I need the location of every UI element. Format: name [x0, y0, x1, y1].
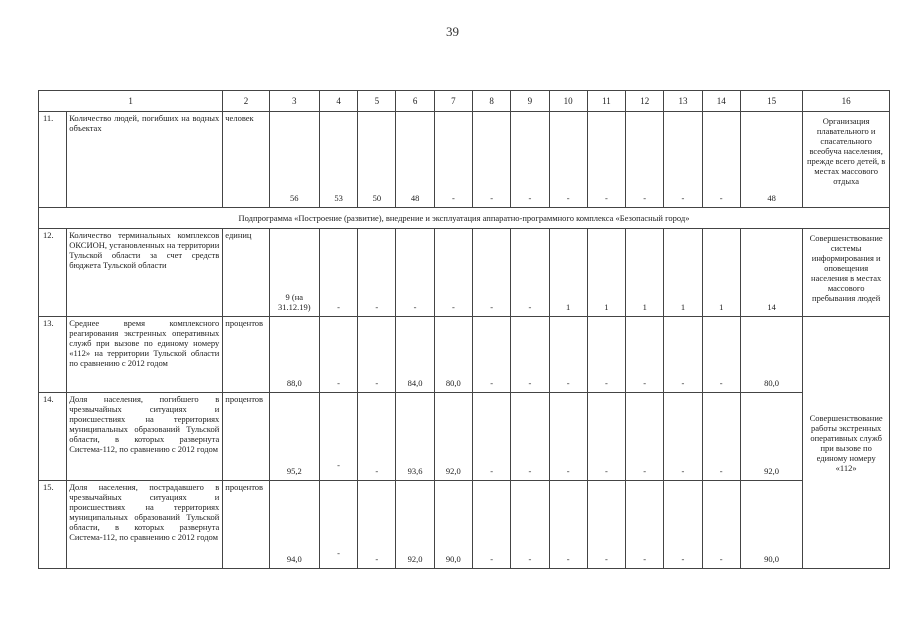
goal-cell: Организация плавательного и спасательного всеобуча населения, прежде всего детей, в местах массового отдыха [803, 112, 890, 208]
row-number: 13. [39, 317, 67, 393]
dash-mark: - [337, 460, 340, 470]
value-cell: 80,0 [434, 317, 472, 393]
header-cell: 7 [434, 91, 472, 112]
indicator-name: Количество людей, погибших на водных объектах [67, 112, 223, 208]
value-cell: 92,0 [434, 393, 472, 481]
value-cell: - [396, 229, 434, 317]
table-row [39, 112, 890, 208]
unit-cell: процентов [223, 393, 269, 481]
value-cell: - [626, 317, 664, 393]
value-cell: - [702, 317, 740, 393]
value-cell: - [549, 317, 587, 393]
value-cell [319, 481, 357, 569]
header-cell: 15 [740, 91, 802, 112]
value-cell: - [702, 393, 740, 481]
value-cell: - [549, 481, 587, 569]
value-cell: - [626, 393, 664, 481]
value-cell: 90,0 [740, 481, 802, 569]
page-number: 39 [446, 24, 459, 39]
goal-cell: Совершенствование системы информирования и оповещения населения в местах массового пребывания людей [803, 229, 890, 317]
unit-cell: процентов [223, 317, 269, 393]
value-cell: - [473, 393, 511, 481]
subprogram-title: Подпрограмма «Построение (развитие), внедрение и эксплуатация аппаратно-программного комплекса «Безопасный город» [39, 208, 890, 229]
value-cell: - [587, 317, 625, 393]
value-cell: - [473, 481, 511, 569]
value-cell: 1 [549, 229, 587, 317]
value-cell: 1 [626, 229, 664, 317]
value-cell: - [587, 112, 625, 208]
header-cell: 11 [587, 91, 625, 112]
value-cell: - [473, 112, 511, 208]
value-cell: - [511, 481, 549, 569]
row-number: 12. [39, 229, 67, 317]
value-cell: 95,2 [269, 393, 319, 481]
value-cell: - [664, 317, 702, 393]
header-cell: 9 [511, 91, 549, 112]
value-cell: 90,0 [434, 481, 472, 569]
row-number: 15. [39, 481, 67, 569]
value-cell: - [549, 393, 587, 481]
indicator-name: Среднее время комплексного реагирования экстренных оперативных служб при вызове по единому номеру «112» на территории Тульской области по сравнению с 2012 годом [67, 317, 223, 393]
value-cell: - [511, 393, 549, 481]
value-cell: 48 [740, 112, 802, 208]
value-cell: - [702, 112, 740, 208]
value-cell: 48 [396, 112, 434, 208]
header-cell: 4 [319, 91, 357, 112]
header-cell: 12 [626, 91, 664, 112]
goal-cell: Совершенствование работы экстренных оперативных служб при вызове по единому номеру «112» [803, 317, 890, 569]
table-row [39, 481, 890, 569]
value-cell: - [587, 481, 625, 569]
header-cell: 3 [269, 91, 319, 112]
value-cell: - [434, 229, 472, 317]
header-cell: 10 [549, 91, 587, 112]
unit-cell: единиц [223, 229, 269, 317]
value-cell: 84,0 [396, 317, 434, 393]
value-cell: - [434, 112, 472, 208]
indicator-name: Количество терминальных комплексов ОКСИОН, установленных на территории Тульской области за счет средств бюджета Тульской области [67, 229, 223, 317]
value-cell: - [473, 317, 511, 393]
value-cell: 80,0 [740, 317, 802, 393]
value-cell: - [358, 317, 396, 393]
value-cell: - [358, 393, 396, 481]
indicators-table [38, 90, 890, 569]
header-cell: 16 [803, 91, 890, 112]
value-cell: 93,6 [396, 393, 434, 481]
value-cell: - [319, 229, 357, 317]
value-cell: - [626, 112, 664, 208]
row-number: 14. [39, 393, 67, 481]
value-cell: - [702, 481, 740, 569]
value-cell: - [587, 393, 625, 481]
value-cell: 88,0 [269, 317, 319, 393]
value-cell: - [358, 229, 396, 317]
indicator-name: Доля населения, пострадавшего в чрезвычайных ситуациях и происшествиях на территориях муниципальных образований Тульской области, в которых развернута Система-112, по сравнению с 2012 годом [67, 481, 223, 569]
value-cell: 1 [587, 229, 625, 317]
value-cell: 92,0 [740, 393, 802, 481]
header-cell: 5 [358, 91, 396, 112]
value-cell: - [549, 112, 587, 208]
header-cell: 6 [396, 91, 434, 112]
unit-cell: человек [223, 112, 269, 208]
table-row [39, 229, 890, 317]
value-cell: - [626, 481, 664, 569]
unit-cell: процентов [223, 481, 269, 569]
value-cell: - [511, 112, 549, 208]
value-cell: 53 [319, 112, 357, 208]
value-cell: - [358, 481, 396, 569]
subprogram-row [39, 208, 890, 229]
value-cell: - [511, 317, 549, 393]
value-cell: - [664, 393, 702, 481]
value-cell: - [319, 317, 357, 393]
value-cell: 50 [358, 112, 396, 208]
table-row [39, 317, 890, 393]
value-cell: - [664, 481, 702, 569]
value-cell: 56 [269, 112, 319, 208]
value-cell: - [664, 112, 702, 208]
value-cell: 9 (на 31.12.19) [269, 229, 319, 317]
table-row [39, 393, 890, 481]
value-cell: - [511, 229, 549, 317]
table-header-row [39, 91, 890, 112]
row-number: 11. [39, 112, 67, 208]
header-cell: 8 [473, 91, 511, 112]
value-cell [319, 393, 357, 481]
header-cell: 14 [702, 91, 740, 112]
value-cell: 1 [664, 229, 702, 317]
dash-mark: - [337, 548, 340, 558]
header-cell: 2 [223, 91, 269, 112]
value-cell: 14 [740, 229, 802, 317]
value-cell: 1 [702, 229, 740, 317]
header-cell: 13 [664, 91, 702, 112]
value-cell: - [473, 229, 511, 317]
indicator-name: Доля населения, погибшего в чрезвычайных ситуациях и происшествиях на территориях муниципальных образований Тульской области, в которых развернута Система-112, по сравнению с 2012 годом [67, 393, 223, 481]
value-cell: 94,0 [269, 481, 319, 569]
header-cell: 1 [39, 91, 223, 112]
value-cell: 92,0 [396, 481, 434, 569]
